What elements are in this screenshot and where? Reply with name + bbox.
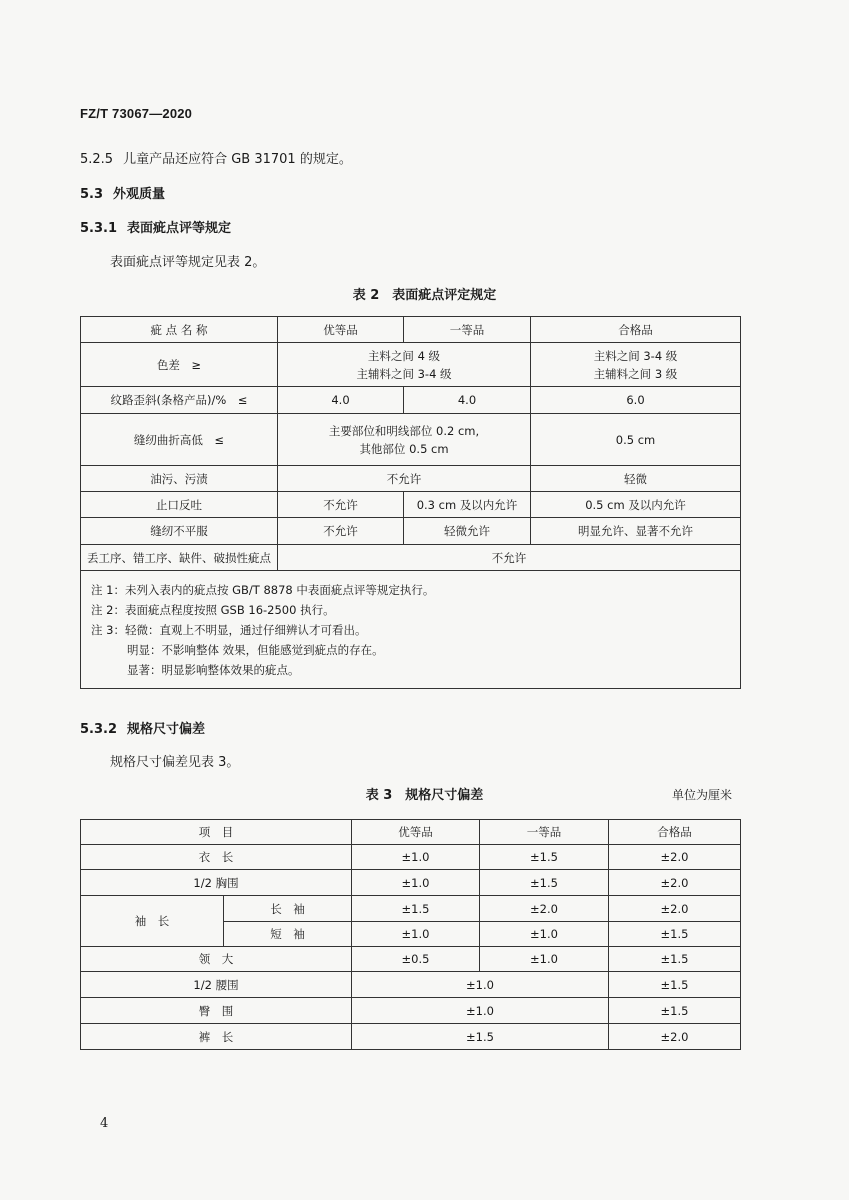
row-label: 1/2 胸围 bbox=[81, 870, 352, 896]
section-5-2-5 bbox=[80, 148, 352, 167]
section-number: 5.2.5 bbox=[80, 152, 114, 167]
value-cell: ±1.5 bbox=[352, 1024, 609, 1050]
value-cell: 轻微 bbox=[531, 466, 741, 492]
cell-line: 主要部位和明线部位 0.2 cm, bbox=[328, 423, 480, 438]
value-cell: 不允许 bbox=[278, 466, 531, 492]
header-cell: 合格品 bbox=[609, 820, 741, 845]
section-title: 表面疵点评等规定 bbox=[127, 221, 232, 236]
row-label: 纹路歪斜(条格产品)/% ≤ bbox=[81, 387, 278, 414]
table-row bbox=[81, 870, 741, 896]
cell-line: 主料之间 4 级 bbox=[367, 348, 441, 363]
section-5-3-heading bbox=[80, 183, 165, 202]
section-number: 5.3 bbox=[80, 187, 104, 202]
standard-code-header: FZ/T 73067—2020 bbox=[80, 106, 193, 121]
value-cell: ±1.0 bbox=[480, 922, 609, 947]
value-cell: ±1.0 bbox=[352, 972, 609, 998]
table-notes-row bbox=[81, 571, 741, 689]
value-cell: ±2.0 bbox=[609, 870, 741, 896]
value-cell: ±2.0 bbox=[480, 896, 609, 922]
value-cell: ±2.0 bbox=[609, 1024, 741, 1050]
value-cell: ±1.5 bbox=[480, 845, 609, 870]
note-line: 注 1：未列入表内的疵点按 GB/T 8878 中表面疵点评等规定执行。 bbox=[91, 582, 435, 597]
cell-line: 其他部位 0.5 cm bbox=[359, 441, 449, 456]
value-cell bbox=[531, 343, 741, 387]
section-number: 5.3.1 bbox=[80, 221, 118, 236]
value-cell: ±1.0 bbox=[352, 922, 480, 947]
sub-row-label: 短 袖 bbox=[224, 922, 352, 947]
table-row bbox=[81, 972, 741, 998]
table-row bbox=[81, 492, 741, 518]
table-row bbox=[81, 343, 741, 387]
section-title: 外观质量 bbox=[113, 187, 166, 202]
row-label: 衣 长 bbox=[81, 845, 352, 870]
value-cell: 6.0 bbox=[531, 387, 741, 414]
value-cell bbox=[278, 343, 531, 387]
table-row bbox=[81, 845, 741, 870]
row-label: 缝纫不平服 bbox=[81, 518, 278, 545]
header-cell: 一等品 bbox=[480, 820, 609, 845]
value-cell: ±1.5 bbox=[609, 998, 741, 1024]
section-5-3-1-heading bbox=[80, 217, 231, 236]
value-cell: 不允许 bbox=[278, 545, 741, 571]
value-cell: ±1.5 bbox=[609, 947, 741, 972]
table-row bbox=[81, 896, 741, 922]
note-line: 明显：不影响整体 效果，但能感觉到疵点的存在。 bbox=[127, 642, 384, 657]
value-cell bbox=[278, 414, 531, 466]
header-cell: 优等品 bbox=[278, 317, 404, 343]
section-number: 5.3.2 bbox=[80, 722, 118, 737]
note-line: 注 3：轻微：直观上不明显，通过仔细辨认才可看出。 bbox=[91, 622, 367, 637]
value-cell: ±2.0 bbox=[609, 845, 741, 870]
table-row bbox=[81, 414, 741, 466]
header-cell: 疵 点 名 称 bbox=[81, 317, 278, 343]
table-row bbox=[81, 1024, 741, 1050]
section-5-3-1-paragraph: 表面疵点评等规定见表 2。 bbox=[110, 255, 266, 270]
value-cell: 明显允许、显著不允许 bbox=[531, 518, 741, 545]
value-cell: 轻微允许 bbox=[404, 518, 531, 545]
table-3-unit: 单位为厘米 bbox=[672, 788, 733, 802]
value-cell: ±1.5 bbox=[480, 870, 609, 896]
table-row bbox=[81, 545, 741, 571]
row-label: 1/2 腰围 bbox=[81, 972, 352, 998]
table-row bbox=[81, 387, 741, 414]
value-cell: ±1.0 bbox=[480, 947, 609, 972]
row-label: 裤 长 bbox=[81, 1024, 352, 1050]
value-cell: ±1.0 bbox=[352, 845, 480, 870]
table-row bbox=[81, 466, 741, 492]
table-notes bbox=[81, 571, 741, 689]
value-cell: 不允许 bbox=[278, 518, 404, 545]
page-number: 4 bbox=[100, 1116, 109, 1131]
row-label: 臀 围 bbox=[81, 998, 352, 1024]
row-label: 缝纫曲折高低 ≤ bbox=[81, 414, 278, 466]
row-label: 领 大 bbox=[81, 947, 352, 972]
note-line: 注 2：表面疵点程度按照 GSB 16-2500 执行。 bbox=[91, 602, 335, 617]
cell-line: 主辅料之间 3-4 级 bbox=[356, 366, 452, 381]
section-5-3-2-heading bbox=[80, 718, 205, 737]
table-3-caption: 表 3 规格尺寸偏差 bbox=[365, 788, 484, 803]
table-3-size-deviation bbox=[80, 819, 741, 1050]
value-cell: ±1.5 bbox=[352, 896, 480, 922]
row-label: 袖 长 bbox=[81, 896, 224, 947]
table-2-caption: 表 2 表面疵点评定规定 bbox=[352, 288, 497, 303]
row-label: 油污、污渍 bbox=[81, 466, 278, 492]
table-row bbox=[81, 947, 741, 972]
header-cell: 项 目 bbox=[81, 820, 352, 845]
value-cell: ±1.5 bbox=[609, 922, 741, 947]
table-row bbox=[81, 998, 741, 1024]
row-label: 丢工序、错工序、缺件、破损性疵点 bbox=[81, 545, 278, 571]
value-cell: 0.5 cm 及以内允许 bbox=[531, 492, 741, 518]
table-2-surface-defects bbox=[80, 316, 741, 689]
section-title: 规格尺寸偏差 bbox=[127, 722, 206, 737]
value-cell: ±1.0 bbox=[352, 998, 609, 1024]
table-header-row bbox=[81, 317, 741, 343]
value-cell: ±1.5 bbox=[609, 972, 741, 998]
header-cell: 优等品 bbox=[352, 820, 480, 845]
value-cell: ±1.0 bbox=[352, 870, 480, 896]
header-cell: 一等品 bbox=[404, 317, 531, 343]
header-cell: 合格品 bbox=[531, 317, 741, 343]
cell-line: 主辅料之间 3 级 bbox=[593, 366, 678, 381]
value-cell: ±0.5 bbox=[352, 947, 480, 972]
sub-row-label: 长 袖 bbox=[224, 896, 352, 922]
cell-line: 主料之间 3-4 级 bbox=[593, 348, 678, 363]
section-text: 儿童产品还应符合 GB 31701 的规定。 bbox=[123, 152, 352, 167]
table-row bbox=[81, 518, 741, 545]
value-cell: 4.0 bbox=[278, 387, 404, 414]
value-cell: ±2.0 bbox=[609, 896, 741, 922]
note-line: 显著：明显影响整体效果的疵点。 bbox=[127, 662, 300, 677]
section-5-3-2-paragraph: 规格尺寸偏差见表 3。 bbox=[110, 755, 240, 770]
row-label: 色差 ≥ bbox=[81, 343, 278, 387]
value-cell: 0.3 cm 及以内允许 bbox=[404, 492, 531, 518]
value-cell: 4.0 bbox=[404, 387, 531, 414]
value-cell: 0.5 cm bbox=[531, 414, 741, 466]
row-label: 止口反吐 bbox=[81, 492, 278, 518]
table-header-row bbox=[81, 820, 741, 845]
value-cell: 不允许 bbox=[278, 492, 404, 518]
